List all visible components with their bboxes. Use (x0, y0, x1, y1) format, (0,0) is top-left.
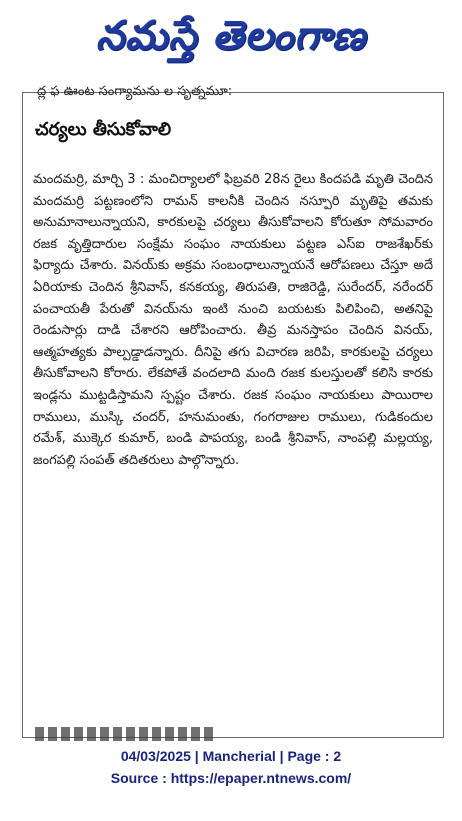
masthead-title: నమస్తే తెలంగాణ (95, 11, 367, 59)
clipped-previous-text: ద్ల ఫ ఊంట సంగ్యామను ల సృత్నమూ: (37, 84, 233, 99)
article-body: మందమర్రి, మార్చి 3 : మంచిర్యాలలో ఫిబ్రవరి 28న రైలు కిందపడి మృతి చెందిన మందమర్రి పట్టణంలోని రామన్ కాలనీకి చెందిన నస్పూరి మృతిపై తమకు అనుమానాలున్నాయని, కారకులపై చర్యలు తీసుకోవాలని కోరుతూ సోమవారం రజక వృత్తిదారుల సంక్షేమ సంఘం నాయకులు పట్టణ ఎస్ఐ రాజశేఖర్‌కు ఫిర్యాదు చేశారు. వినయ్‌కు అక్రమ సంబంధాలున్నాయనే ఆరోపణలు చేస్తూ అదే ఏరియాకు చెందిన శ్రీనివాస్, కనకయ్య, తిరుపతి, రాజిరెడ్డి, సురేందర్, నరేందర్ పంచాయతీ పేరుతో వినయ్‌ను ఇంటి నుంచి బయటకు పిలిపించి, అతనిపై రెండుసార్లు దాడి చేశారని ఆరోపించారు. తీవ్ర మనస్తాపం చెందిన వినయ్, ఆత్మహత్యకు పాల్పడ్డాడన్నారు. దీనిపై తగు విచారణ జరిపి, కారకులపై చర్యలు తీసుకోవాలని కోరారు. లేకపోతే వందలాది మంది రజక కులస్తులతో కలిసి కారకు ఇండ్లను ముట్టడిస్తామని స్పష్టం చేశారు. రజక సంఘం నాయకులు పాయిరాల రాములు, ముస్కి చందర్, హనుమంతు, గంగరాజుల రాములు, గుడికందుల రమేశ్, ముక్కెర కుమార్, బండి పాపయ్య, బండి శ్రీనివాస్, నాంపల్లి మల్లయ్య, జంగపల్లి సంపత్ తదితరులు పాల్గొన్నారు. (33, 172, 433, 468)
clipped-next-headline (35, 727, 215, 741)
article-headline: చర్యలు తీసుకోవాలి (35, 119, 172, 140)
newspaper-masthead (0, 0, 462, 80)
edition-info: 04/03/2025 | Mancherial | Page : 2 (120, 748, 342, 764)
source-link[interactable]: Source : https://epaper.ntnews.com/ (110, 770, 352, 786)
article-clipping (22, 84, 444, 738)
